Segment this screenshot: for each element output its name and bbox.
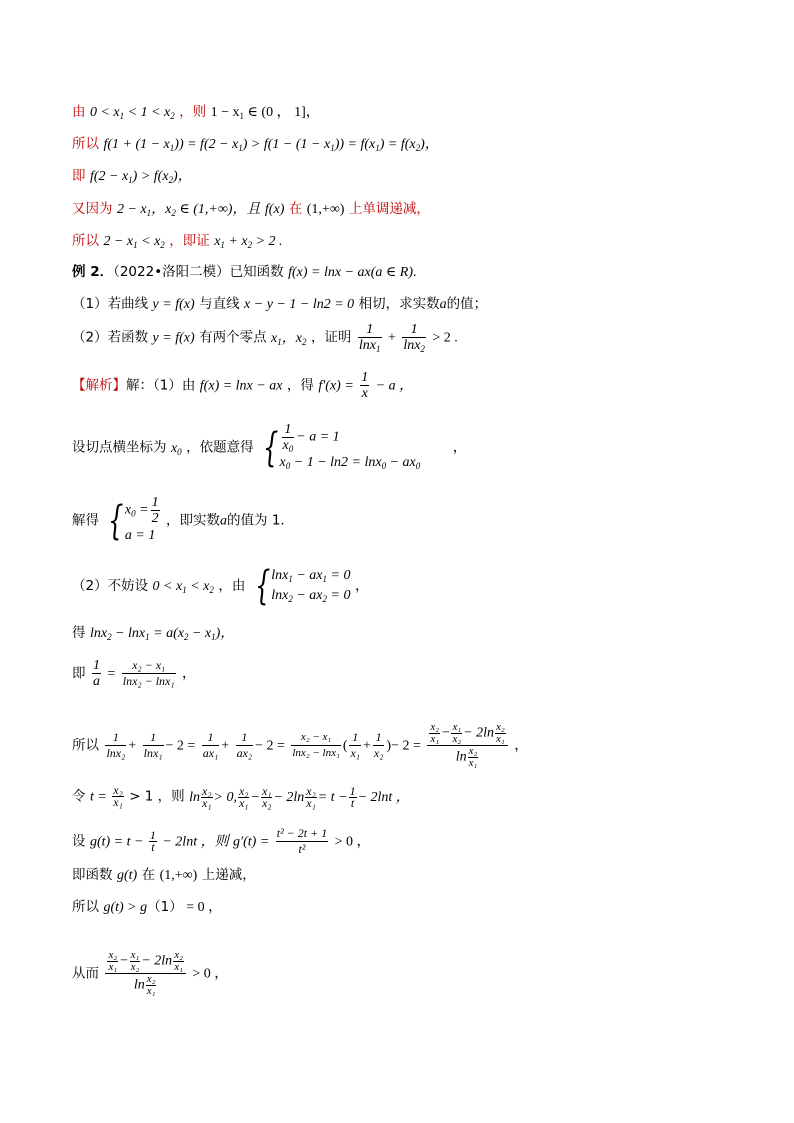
line-2: 所以 $f(1 + (1 - x_1)) = f(2 - x_1) > f(1 - (1 - x_1)) = f(x_1) = f(x_2)$，: [72, 136, 439, 153]
line-1: 由 $0 < x_1 < 1 < x_2$ ，则 $1 - x_1$ ∈ (0 ， 1]，: [72, 104, 320, 121]
equation-system: { $x_0$ = $\frac{1}{2}$ a = 1: [108, 495, 159, 544]
fraction: $\frac{1}{t}$: [149, 828, 156, 854]
fraction: $\frac{\text{x₂ − x₁}}{\text{lnx₂ − lnx₁}}$: [122, 658, 175, 688]
fraction: $\frac{1}{\ln x_2}$: [403, 322, 425, 354]
compound-fraction: $\frac{\text{x₂}}{\text{x₁}}$ − $\frac{\text{x₁}}{\text{x₂}}$ − 2ln $\frac{\text{x₂}}{\text{x₁}}$ ln $\frac{\text{x₂}}{\text{x₁}}$: [427, 722, 507, 769]
fraction: $\frac{1}{\text{lnx₁}}$: [143, 730, 163, 760]
fraction: $\frac{1}{\text{x₂}}$: [373, 730, 384, 760]
line-3: 即 $f(2 - x_1) > f(x_2)$，: [72, 168, 192, 185]
example-2-part-1: （1）若曲线 y = f(x) 与直线 x − y − 1 − ln2 = 0 相切，求实数a的值；: [72, 296, 488, 312]
fraction: $\frac{1}{a}$: [92, 658, 100, 689]
compound-fraction: $\frac{\text{x₂}}{\text{x₁}}$ − $\frac{\text{x₁}}{\text{x₂}}$ − 2ln $\frac{\text{x₂}}{\text{x₁}}$ ln $\frac{\text{x₂}}{\text{x₁}}$: [105, 950, 185, 997]
equation-system: { $\frac{1}{x_0}$ − a = 1 $x_0 - 1 - \ln 2 = \ln x_0 - ax_0$: [263, 422, 421, 471]
line-14: 即 $\frac{1}{a}$ = $\frac{\text{x₂ − x₁}}{\text{lnx₂ − lnx₁}}$ ，: [72, 658, 196, 689]
line-4: 又因为 $2 - x_1$，$x_2$ ∈ (1,+∞)，且 f(x) 在 (1,+∞) 上单调递减，: [72, 201, 430, 218]
fraction: $\frac{1}{\text{ax₁}}$: [202, 730, 219, 760]
fraction: $\frac{1}{\text{x₁}}$: [350, 730, 360, 760]
example-2-heading: 例 2．（2022•洛阳二模）已知函数 f(x) = lnx − ax(a ∈ R).: [72, 264, 417, 280]
line-part-2-system: （2）不妨设 $0 < x_1 < x_2$ ，由 { $\ln x_1 - ax_1 = 0$ $\ln x_2 - ax_2 = 0$ ，: [72, 563, 369, 609]
fraction: $\frac{1}{\text{ax₂}}$: [236, 730, 253, 760]
fraction: $\frac{\text{x₂ − x₁}}{\text{lnx₂ − lnx₁}}$: [292, 731, 340, 759]
equation-system: { $\ln x_1 - ax_1 = 0$ $\ln x_2 - ax_2 = 0$: [254, 563, 351, 609]
line-5: 所以 $2 - x_1 < x_2$ ，即证 $x_1 + x_2 > 2$ .: [72, 233, 283, 250]
line-13: 得 $\ln x_2 - \ln x_1 = a(x_2 - x_1)$，: [72, 625, 235, 642]
line-18: 即函数 g(t) 在 (1,+∞) 上递减，: [72, 867, 256, 883]
line-solve-result: 解得 { $x_0$ = $\frac{1}{2}$ a = 1 ，即实数a的值为 1．: [72, 495, 294, 546]
example-2-part-2: （2）若函数 y = f(x) 有两个零点 $x_1$，$x_2$ ，证明 $\frac{1}{\ln x_1}$ + $\frac{1}{\ln x_2}$ > 2 .: [72, 322, 458, 354]
fraction: $\frac{1}{\text{lnx₂}}$: [106, 730, 126, 760]
fraction: $\frac{\text{x₂}}{\text{x₁}}$: [113, 783, 123, 809]
line-15: 所以 $\frac{1}{\text{lnx₂}}$ + $\frac{1}{\text{lnx₁}}$ − 2 = $\frac{1}{\text{ax₁}}$ + $\frac{1}{\text{ax₂}}$ − 2 = $\frac{\text{x₂ − x₁}}{\text{lnx₂ − lnx₁}}$ ( $\frac{1}{\text{x₁}}$ + $\frac{1}{\text{x₂}}$ )− 2 = $\frac{\text{x₂}}{\text{x₁}}$ − $\frac{\text{x₁}}{\text{x₂}}$ − 2ln $\frac{\text{x₂}}{\text{x₁}}$ ln $\frac{\text{x₂}}{\text{x₁}}$ ，: [72, 721, 529, 769]
line-16: 令 t = $\frac{\text{x₂}}{\text{x₁}}$ > 1 ，则 ln $\frac{\text{x₂}}{\text{x₁}}$ > 0, $\frac{\text{x₂}}{\text{x₁}}$ − $\frac{\text{x₁}}{\text{x₂}}$ − 2ln $\frac{\text{x₂}}{\text{x₁}}$ = t − $\frac{1}{t}$ − 2lnt ，: [72, 783, 410, 810]
line-tangent-system: 设切点横坐标为 $x_0$ ，依题意得 { $\frac{1}{x_0}$ − a = 1 $x_0 - 1 - \ln 2 = \ln x_0 - ax_0$ ，: [72, 422, 467, 471]
line-19: 所以 g(t) > g（1） = 0 ，: [72, 899, 223, 915]
line-20: 从而 $\frac{\text{x₂}}{\text{x₁}}$ − $\frac{\text{x₁}}{\text{x₂}}$ − 2ln $\frac{\text{x₂}}{\text{x₁}}$ ln $\frac{\text{x₂}}{\text{x₁}}$ > 0 ，: [72, 949, 229, 997]
fraction: $\frac{1}{\ln x_1}$: [358, 322, 381, 354]
fraction: $\frac{\text{t² − 2t + 1}}{\text{t²}}$: [276, 826, 328, 856]
line-17: 设 g(t) = t − $\frac{1}{t}$ − 2lnt ，则 g′(t) = $\frac{\text{t² − 2t + 1}}{\text{t²}}$ > 0 ，: [72, 826, 371, 856]
fraction: $\frac{1}{x}$: [361, 370, 369, 401]
solution-start: 【解析】解：（1）由 f(x) = lnx − ax ，得 f′(x) = $\frac{1}{x}$ − a ，: [72, 370, 414, 401]
